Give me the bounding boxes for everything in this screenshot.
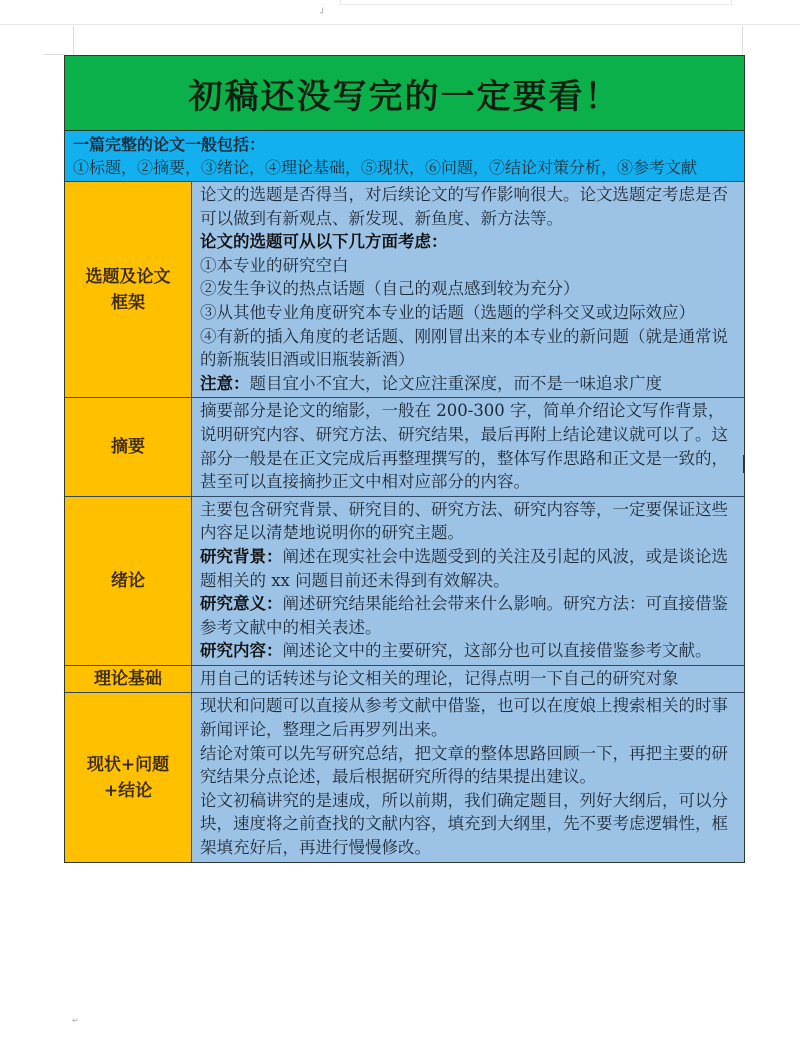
overview-row: [65, 131, 744, 182]
paragraph-text: 阐述论文中的主要研究，这部分也可以直接借鉴参考文献。: [282, 641, 712, 661]
section-row-abstract: [65, 398, 744, 496]
title-row: [65, 56, 744, 131]
thesis-guide-table: [64, 55, 745, 863]
bold-heading: 研究内容：: [200, 641, 283, 661]
page-margin-guide: [742, 26, 743, 56]
page-margin-guide: [44, 54, 64, 55]
section-content: [192, 693, 744, 861]
paragraph: [200, 639, 738, 663]
section-content: [192, 666, 744, 693]
section-label: [65, 182, 192, 397]
section-label: 理论基础: [65, 666, 192, 693]
paragraph: [200, 372, 738, 396]
section-content: [192, 497, 744, 665]
paragraph: 用自己的话转述与论文相关的理论，记得点明一下自己的研究对象: [200, 668, 679, 688]
overview-lead: 一篇完整的论文一般包括：: [73, 135, 266, 154]
section-row-introduction: [65, 497, 744, 666]
section-content: [192, 182, 744, 397]
paragraph: 结论对策可以先写研究总结，把文章的整体思路回顾一下，再把主要的研究结果分点论述，最后根据研究所得的结果提出建议。: [200, 743, 728, 787]
paragraph: [200, 545, 738, 592]
paragraph: ②发生争议的热点话题（自己的观点感到较为充分）: [200, 279, 580, 299]
paragraph-mark-icon: ┘: [320, 9, 326, 19]
section-label-text: 现状+问题+结论: [86, 754, 170, 801]
paragraph-text: 阐述研究结果能给社会带来什么影响。研究方法：可直接借鉴参考文献中的相关表述。: [200, 594, 728, 637]
paragraph: 摘要部分是论文的缩影，一般在 200-300 字，简单介绍论文写作背景，说明研究内容、研究方法、研究结果，最后再附上结论建议就可以了。这部分一般是在正文完成后再整理撰写的，整体写作思路和正文是一致的，甚至可以直接摘抄正文中相对应部分的内容。: [200, 401, 728, 492]
overview-items: ①标题，②摘要，③绪论，④理论基础，⑤现状，⑥问题，⑦结论对策分析，⑧参考文献: [73, 158, 698, 177]
paragraph: 论文的选题是否得当，对后续论文的写作影响很大。论文选题定考虑是否可以做到有新观点、新发现、新鱼度、新方法等。: [200, 185, 728, 228]
bold-heading: 研究背景：: [200, 546, 283, 566]
paragraph: ③从其他专业角度研究本专业的话题（选题的学科交叉或边际效应）: [200, 302, 695, 322]
paragraph: ①本专业的研究空白: [200, 255, 349, 275]
paragraph: 主要包含研究背景、研究目的、研究方法、研究内容等，一定要保证这些内容足以清楚地说明你的研究主题。: [200, 499, 728, 543]
section-row-topic: [65, 182, 744, 398]
section-label: 绪论: [65, 497, 192, 665]
section-row-theory: [65, 666, 744, 694]
paragraph: 论文初稿讲究的是速成，所以前期，我们确定题目，列好大纲后，可以分块，速度将之前查找的文献内容，填充到大纲里，先不要考虑逻辑性，框架填充好后，再进行慢慢修改。: [200, 790, 728, 858]
bold-heading: 注意：: [200, 373, 250, 393]
section-row-status-problem-conclusion: [65, 693, 744, 861]
paragraph: [200, 230, 738, 254]
paragraph: 现状和问题可以直接从参考文献中借鉴，也可以在度娘上搜索相关的时事新闻评论，整理之后再罗列出来。: [200, 696, 728, 740]
paragraph-mark-icon: ↵: [72, 1016, 79, 1025]
section-label: 摘要: [65, 398, 192, 495]
page-margin-guide: [73, 26, 74, 56]
text-cursor: [743, 455, 745, 473]
paragraph: [200, 592, 738, 639]
header-area-edge: [340, 0, 732, 5]
bold-heading: 论文的选题可从以下几方面考虑：: [200, 232, 448, 252]
section-content: [192, 398, 744, 495]
section-label-text: 选题及论文框架: [85, 266, 171, 313]
paragraph-text: 阐述在现实社会中选题受到的关注及引起的风波，或是谈论选题相关的 xx 问题目前还未得到有效解决。: [200, 546, 728, 590]
paragraph-text: 题目宜小不宜大，论文应注重深度，而不是一味追求广度: [249, 373, 662, 393]
editor-top-ruler: [0, 0, 800, 25]
section-label: [65, 693, 192, 861]
document-title: 初稿还没写完的一定要看！: [188, 76, 621, 117]
bold-heading: 研究意义：: [200, 594, 283, 614]
paragraph: ④有新的插入角度的老话题、刚刚冒出来的本专业的新问题（就是通常说的新瓶装旧酒或旧瓶装新酒）: [200, 326, 728, 370]
